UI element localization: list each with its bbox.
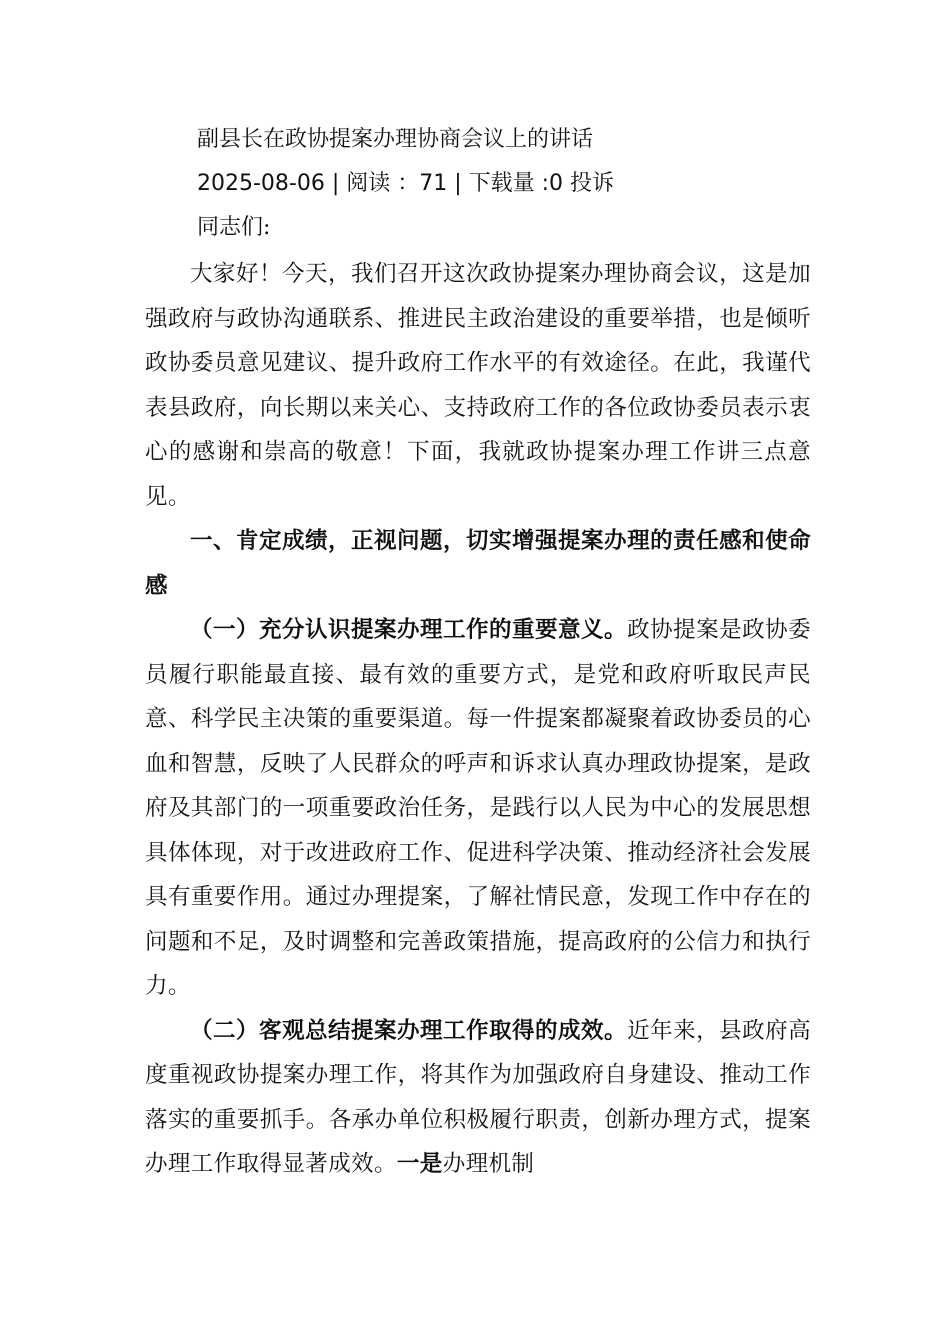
subsection-1-paragraph [145, 608, 811, 1009]
subsection-2-lead: （二）客观总结提案办理工作取得的成效。 [190, 1017, 628, 1044]
subsection-1-body: 政协提案是政协委员履行职能最直接、最有效的重要方式，是党和政府听取民声民意、科学民主决策的重要渠道。每一件提案都凝聚着政协委员的心血和智慧，反映了人民群众的呼声和诉求认真办理政协提案，是政府及其部门的一项重要政治任务，是践行以人民为中心的发展思想具体体现，对于改进政府工作、促进科学决策、推动经济社会发展具有重要作用。通过办理提案，了解社情民意，发现工作中存在的问题和不足，及时调整和完善政策措施，提高政府的公信力和执行力。 [145, 617, 812, 999]
subsection-2-point-lead: 一是 [396, 1151, 443, 1177]
subsection-1-lead: （一）充分认识提案办理工作的重要意义。 [190, 617, 628, 643]
document-meta: 2025-08-06 | 阅读 ：71 | 下载量 :0 投诉 [197, 171, 615, 196]
subsection-2-point-body: 办理机制 [442, 1151, 535, 1177]
subsection-2-body: 近年来，县政府高度重视政协提案办理工作，将其作为加强政府自身建设、推动工作落实的重要抓手。各承办单位积极履行职责，创新办理方式，提案办理工作取得显著成效。 [145, 1017, 812, 1177]
section-heading-1: 一、肯定成绩，正视问题，切实增强提案办理的责任感和使命感 [145, 528, 811, 599]
intro-paragraph: 大家好！今天，我们召开这次政协提案办理协商会议，这是加强政府与政协沟通联系、推进民主政治建设的重要举措，也是倾听政协委员意见建议、提升政府工作水平的有效途径。在此，我谨代表县政府，向长期以来关心、支持政府工作的各位政协委员表示衷心的感谢和崇高的敬意！下面，我就政协提案办理工作讲三点意见。 [145, 261, 811, 510]
greeting: 同志们: [197, 215, 271, 240]
document-title: 副县长在政协提案办理协商会议上的讲话 [197, 127, 594, 152]
document-page [145, 118, 811, 1187]
subsection-2-paragraph [145, 1009, 811, 1187]
